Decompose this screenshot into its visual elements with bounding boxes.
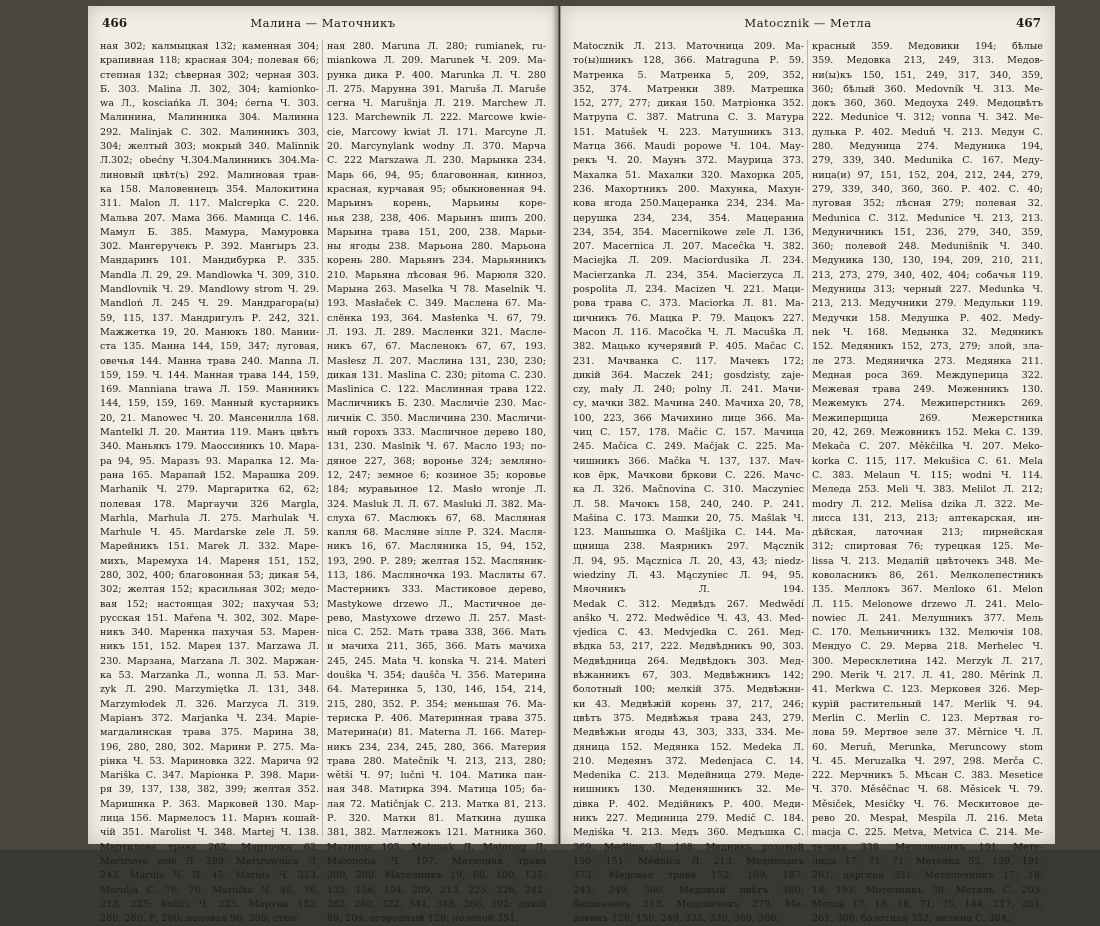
index-line: С. 222 Marszawa Л. 230. Марынка 234. xyxy=(327,155,546,167)
left-page-number: 466 xyxy=(102,16,128,30)
index-line: 245. Mačica С. 249. Mačjak С. 225. Ма- xyxy=(573,441,804,453)
index-line: Медуницы 313; черный 227. Medunka Ч. xyxy=(812,284,1043,296)
index-line: 280, 302, 400; благовонная 53; дикая 54, xyxy=(100,569,319,581)
index-line: 382. Мацько кучерявий Р. 405. Mačac С. xyxy=(573,341,804,353)
index-line: 279, 339, 340. Medunika С. 167. Меду- xyxy=(812,155,1043,167)
index-line: дикая 131. Maslina С. 230; pitoma С. 230. xyxy=(327,369,546,381)
index-line: красная, курчавая 95; обыкновенная 94. xyxy=(327,183,546,195)
left-page-title: Малина — Маточникъ xyxy=(250,16,396,30)
index-line: Marhanik Ч. 279. Маргаритка 62, 62; xyxy=(100,484,319,496)
index-line: Mandlovnik Ч. 29. Mandlowy strom Ч. 29. xyxy=(100,284,319,296)
index-line: Merlin С. Merlin С. 123. Мертвая го- xyxy=(812,712,1043,724)
index-line: никъ 151, 152. Марея 137. Marzawa Л. xyxy=(100,641,319,653)
index-line: 159, 159. Ч. 144. Манная трава 144, 159, xyxy=(100,369,319,381)
index-line: 369. Medlina Л. 168. Медникъ розовый xyxy=(573,841,804,853)
index-line: ки 43. Медвѣжій корень 37, 217, 246; xyxy=(573,698,804,710)
index-line: Махалка 51. Махалки 320. Махорка 205, xyxy=(573,169,804,181)
index-line: 280. Медуница 274. Медуника 194, xyxy=(812,141,1043,153)
index-line: 231. Мачванка С. 117. Мачекъ 172; xyxy=(573,355,804,367)
index-line: nek Ч. 168. Медынка 32. Медяникъ xyxy=(812,326,1043,338)
index-line: рова трава С. 373. Maciorka Л. 81. Ма- xyxy=(573,298,804,310)
index-line: 300. Мересклетина 142. Merzyk Л. 217, xyxy=(812,655,1043,667)
index-line: Marzymłodek Л. 326. Marzyca Л. 319. xyxy=(100,698,319,710)
index-line: лисса 131, 213, 213; аптекарская, ин- xyxy=(812,512,1043,524)
index-line: 193, 290. Р. 289; желтая 152. Масляник- xyxy=(327,555,546,567)
right-page xyxy=(560,6,1055,925)
index-line: чишникъ 366. Mačka Ч. 137, 137. Мач- xyxy=(573,455,804,467)
index-line: wětší Ч. 97; lučni Ч. 104. Матика пан- xyxy=(327,770,546,782)
index-line: 222. Мерчникъ 5. Мѣсан С. 383. Mesetice xyxy=(812,770,1043,782)
index-line: луговая 352; лѣсная 279; полевая 32. xyxy=(812,198,1043,210)
index-line: Mandla Л. 29, 29. Mandlowka Ч. 309, 310. xyxy=(100,269,319,281)
index-line: ница(и) 97, 151, 152, 204, 212, 244, 279, xyxy=(812,169,1043,181)
index-line: никъ 16, 67. Масляника 15, 94, 152, xyxy=(327,541,546,553)
index-line: вѣжанникъ 67, 303. Медвѣжникъ 142; xyxy=(573,670,804,682)
index-line: Мартилова трава 262. Марточка 62. xyxy=(100,841,319,853)
index-line: кова ягода 250.Мацеранка 234, 234. Ма- xyxy=(573,198,804,210)
index-line: 113, 186. Масляночка 193. Масляты 67. xyxy=(327,569,546,581)
index-line: 210. Медеянъ 372. Medenjaca С. 14. xyxy=(573,755,804,767)
right-column-1 xyxy=(573,40,804,925)
index-line: 245, 245. Mata Ч. konska Ч. 214. Materi xyxy=(327,655,546,667)
index-line: Medenika С. 213. Медейница 279. Меде- xyxy=(573,770,804,782)
index-line: Л.302; obećny Ч.304.Малинникъ 304.Ма- xyxy=(100,155,319,167)
left-page-columns xyxy=(100,40,546,925)
index-line: русская 151. Mařena Ч. 302, 302. Маре- xyxy=(100,612,319,624)
index-line: трава 280. Matečnik Ч. 213, 213, 280; xyxy=(327,755,546,767)
index-line: лая 72. Matičnjak С. 213. Матка 81, 213. xyxy=(327,798,546,810)
index-line: Меледа 253. Meli Ч. 383. Melilot Л. 212; xyxy=(812,484,1043,496)
index-line: овечья 144. Манна трава 240. Manna Л. xyxy=(100,355,319,367)
index-line: korka С. 115, 117. Mekušica С. 61. Mela xyxy=(812,455,1043,467)
index-line: 193. Masłaček С. 349. Маслена 67. Ма- xyxy=(327,298,546,310)
index-line: красный 359. Медовики 194; бѣлые xyxy=(812,41,1043,52)
index-line: 100, 223, 366 Мачихино лице 366. Ма- xyxy=(573,412,804,424)
index-line: дѣйская, латочная 213; пирнейская xyxy=(812,527,1043,539)
index-line: нишникъ 130. Меденяшникъ 32. Ме- xyxy=(573,784,804,796)
index-line: 20, 21. Manowec Ч. 20. Мансенилла 168. xyxy=(100,412,319,424)
index-line: Мажжетка 19, 20. Манюкъ 180. Манни- xyxy=(100,326,319,338)
index-line: Р. 320. Матки 81. Маткина душка xyxy=(327,813,546,825)
index-line: и мачиха 211, 365, 366. Мать мачиха xyxy=(327,641,546,653)
index-line: Mandloń Л. 245 Ч. 29. Мандрагора(ы) xyxy=(100,298,319,310)
index-line: Материна(и) 81. Materna Л. 166. Матер- xyxy=(327,727,546,739)
index-line: михъ, Маремуха 14. Мареня 151, 152, xyxy=(100,555,319,567)
index-line: ка 158. Маловеннецъ 354. Малокитина xyxy=(100,183,319,195)
index-line: Л. 115. Melonowe drzewo Л. 241. Melo- xyxy=(812,598,1043,610)
index-line: 359. Медовка 213, 249, 313. Медов- xyxy=(812,55,1043,67)
index-line: капля 68. Масляне зілле Р. 324. Масля- xyxy=(327,527,546,539)
index-line: Marhla, Marhula Л. 275. Marhulak Ч. xyxy=(100,512,319,524)
index-line: 184; муравьиное 12. Masło wronje Л. xyxy=(327,484,546,496)
index-line: Маришнка Р. 363. Марковей 130. Мар- xyxy=(100,798,319,810)
left-column-2 xyxy=(327,40,546,925)
right-column-2 xyxy=(812,40,1043,925)
index-line: телика 338. Метелининкъ 191. Мете- xyxy=(812,841,1043,853)
index-line: 60. Meruň, Merunka, Meruncowy stom xyxy=(812,741,1043,753)
index-line: ни(ы)къ 150, 151, 249, 317, 340, 359, xyxy=(812,69,1043,81)
index-line: Мастерникъ 333. Мастиковое дерево, xyxy=(327,584,546,596)
index-line: 230. Марзана, Marzana Л. 302. Маржан- xyxy=(100,655,319,667)
index-line: wa Л., kosciańka Л. 304; ćerna Ч. 303. xyxy=(100,98,319,110)
index-line: Mantelkl Л. 20. Мантиа 119. Манъ цвѣтъ xyxy=(100,427,319,439)
index-line: 144, 159, 159, 169. Манный кустарникъ xyxy=(100,398,319,410)
index-line: Масличникъ Б. 230. Масличіе 230. Мас- xyxy=(327,398,546,410)
index-line: 196, 280, 280, 302. Марини Р. 275. Ма- xyxy=(100,741,319,753)
index-line: Mariška С. 347. Марiонка Р. 398. Мари- xyxy=(100,770,319,782)
index-line: Медуничникъ 151, 236, 279, 340, 359, xyxy=(812,226,1043,238)
index-line: чиц С. 157, 178. Mačic С. 157. Мачица xyxy=(573,427,804,439)
index-line: слуха 67. Маслюкъ 67, 68. Масляная xyxy=(327,512,546,524)
index-line: Малинина, Малинника 304. Малинна xyxy=(100,112,319,124)
index-line: ста 135. Манна 144, 159, 347; луговая, xyxy=(100,341,319,353)
index-line: никъ 234, 234, 245, 280, 366. Материя xyxy=(327,741,546,753)
index-line: цвѣтъ 375. Медвѣжья трава 243, 279. xyxy=(573,712,804,724)
index-line: 279, 339, 340, 360, 360. Р. 402. С. 40; xyxy=(812,183,1043,195)
index-line: Л. 94, 95. Mącznica Л. 20, 43, 43; niedz- xyxy=(573,555,804,567)
index-line: 324. Masluk Л. Л. 67. Masluki Л. 382. Ма- xyxy=(327,498,546,510)
index-line: сегна Ч. Marušnja Л. 219. Marchew Л. xyxy=(327,98,546,110)
index-line: то(ы)шникъ 128, 366. Matraguna Р. 59. xyxy=(573,55,804,67)
index-line: Медвѣжьи ягоды 43, 303, 333, 334. Ме- xyxy=(573,727,804,739)
index-line: лица 156. Мармелосъ 11. Марнъ кошай- xyxy=(100,813,319,825)
index-line: 209, 280. Маточникъ 19, 60, 100, 125, xyxy=(327,870,546,882)
index-line: ра 94, 95. Маразъ 93. Маралка 12. Ма- xyxy=(100,455,319,467)
index-line: Матренка 5. Матренка 5, 209, 352, xyxy=(573,69,804,81)
index-line: Мяочникъ Л. 194. xyxy=(573,584,804,596)
index-line: Měsiček, Mesičky Ч. 76. Мескитовое де- xyxy=(812,798,1043,810)
index-line: ле 273. Медяничка 273. Медянка 211. xyxy=(812,355,1043,367)
index-line: ная 280. Maruna Л. 280; rumianek, ru- xyxy=(327,41,546,52)
index-line: 292. Malinjak С. 302. Малинникъ 303, xyxy=(100,126,319,138)
index-line: коволасникъ 86, 261. Мелколепестникъ xyxy=(812,569,1043,581)
index-line: wiedziny Л. 43. Mączyniec Л. 94, 95. xyxy=(573,569,804,581)
index-line: Matocznik Л. 213. Маточница 209. Ма- xyxy=(573,41,804,52)
index-line: 151. Matušek Ч. 223. Матушникъ 313. xyxy=(573,126,804,138)
index-line: Межевая трава 249. Меженникъ 130. xyxy=(812,384,1043,396)
index-line: Мальва 207. Мама 366. Мамица С. 146. xyxy=(100,212,319,224)
index-line: 152. Медяникъ 152, 273, 279; злой, зла- xyxy=(812,341,1043,353)
index-line: 135. Меллокъ 367. Мелloко 61. Melon xyxy=(812,584,1043,596)
index-line: Медвѣдница 264. Медвѣдокъ 303. Мед- xyxy=(573,655,804,667)
index-line: 222. Medunice Ч. 312; vonna Ч. 342. Ме- xyxy=(812,112,1043,124)
index-line: douška Ч. 354; daušča Ч. 356. Материна xyxy=(327,670,546,682)
index-line: 262, 280, 322, 341, 348, 366, 392; дикій xyxy=(327,898,546,910)
index-line: ная 348. Матирка 394. Матица 105; ба- xyxy=(327,784,546,796)
index-line: Maciejka Л. 209. Maciordusika Л. 234. xyxy=(573,255,804,267)
index-line: cie, Marcowy kwiat Л. 171. Marcyne Л. xyxy=(327,126,546,138)
index-line: докъ 360, 360. Медоуха 249. Медоцвѣтъ xyxy=(812,98,1043,110)
index-line: ный горохъ 333. Масличное дерево 180, xyxy=(327,427,546,439)
index-line: miankowa Л. 209. Marunek Ч. 209. Ма- xyxy=(327,55,546,67)
index-line: Л. 58. Мачокъ 158, 240, 240. Р. 241. xyxy=(573,498,804,510)
index-line: магдалинская трава 375. Марина 38, xyxy=(100,727,319,739)
index-line: 360; бѣлый 360. Medovník Ч. 313. Ме- xyxy=(812,83,1043,95)
index-line: 261, 306; болотная 352; вилина С. 384; xyxy=(812,913,1010,925)
index-line: дiвка Р. 402. Медійникъ Р. 400. Меди- xyxy=(573,798,804,810)
index-line: ка 53. Marzanka Л., wonna Л. 53. Mar- xyxy=(100,670,319,682)
index-line: 243. Maruła Ч. Л. 45. Maruła Ч. 313. xyxy=(100,870,319,882)
index-line: 290. Merik Ч. 217. Л. 41, 280. Měrink Л. xyxy=(812,670,1043,682)
index-line: корень 280. Марьянъ 234. Марьянникъ xyxy=(327,255,546,267)
index-line: 302. Мангеручекъ Р. 392. Мангыръ 23. xyxy=(100,241,319,253)
right-page-columns xyxy=(573,40,1043,925)
index-line: 311. Malon Л. 117. Malcrepka С. 220. xyxy=(100,198,319,210)
index-line: нья 238, 238, 406. Марьинъ шипъ 200. xyxy=(327,212,546,224)
index-line: 152, 277, 277; дикая 150. Матріонка 352. xyxy=(573,98,804,110)
index-line: 215, 280, 352. Р. 354; меньшая 76. Ма- xyxy=(327,698,546,710)
index-line: Метла 17, 18, 18, 71, 75, 144, 217, 261, xyxy=(812,898,1043,910)
index-line: 236. Махортникъ 200. Махунка, Махун- xyxy=(573,183,804,195)
index-line: ная 302; калмыцкая 132; каменная 304; xyxy=(100,41,319,52)
index-line: macja С. 225. Metva, Metvica С. 214. Ме- xyxy=(812,827,1043,839)
index-line: Б. 303. Malina Л. 302, 304; kamionko- xyxy=(100,83,319,95)
index-line: nowiec Л. 241. Мелушникъ 377. Мель xyxy=(812,612,1043,624)
index-line: Macierzanka Л. 234, 354. Macierzyca Л. xyxy=(573,269,804,281)
index-line: ря 39, 137, 138, 382, 399; желтая 352. xyxy=(100,784,319,796)
left-page-header xyxy=(102,14,544,36)
index-line: курій растительный 147. Merlik Ч. 94. xyxy=(812,698,1043,710)
left-page xyxy=(88,6,559,925)
index-line: 360; полевой 248. Medunišnik Ч. 340. xyxy=(812,241,1043,253)
index-line: 243, 249, 360. Медовый цвѣтъ 360; xyxy=(573,884,804,896)
index-line: czy, mały Л. 240; polny Л. 241. Мачи- xyxy=(573,384,804,396)
index-line: Межемукъ 274. Межиперстникъ 269. xyxy=(812,398,1043,410)
index-line: 381, 382. Матлежокъ 121. Матника 360. xyxy=(327,827,546,839)
index-line: 64. Материнка 5, 130, 146, 154, 214, xyxy=(327,684,546,696)
index-line: 234, 354, 354. Macernikowe zele Л. 136, xyxy=(573,226,804,238)
index-line: 169. Manniana trawa Л. 159. Маннникъ xyxy=(100,384,319,396)
index-line: ны ягоды 238. Марьона 280. Марьона xyxy=(327,241,546,253)
right-page-number: 467 xyxy=(1015,16,1041,30)
index-line: личнік С. 350. Масличина 230. Масличи- xyxy=(327,412,546,424)
index-line: 41. Merkwa С. 123. Мерковея 326. Мер- xyxy=(812,684,1043,696)
index-line: лова 59. Мертвое зеле 37. Měrnice Ч. Л. xyxy=(812,727,1043,739)
index-line: Марьина трава 151, 200, 238. Марьи- xyxy=(327,226,546,238)
index-line: 132, 156, 194, 209, 213, 225, 226, 242, xyxy=(327,884,546,896)
index-line: Маріанъ 372. Marjanka Ч. 234. Маріе- xyxy=(100,712,319,724)
index-line: степная 132; сѣверная 302; черная 303. xyxy=(100,69,319,81)
index-line: лица 17, 71, 71. Метелка 52, 139, 191, xyxy=(812,855,1043,867)
index-line: 373. Медовая трава 152, 169, 187, xyxy=(573,870,804,882)
right-page-title: Matocznik — Метла xyxy=(744,16,872,30)
index-line: рево, Mastyxowe drzewo Л. 257. Mast- xyxy=(327,612,546,624)
index-line: дикій 364. Maczek 241; gosdzisty, zaje- xyxy=(573,369,804,381)
index-line: териска Р. 406. Материнная трава 375. xyxy=(327,712,546,724)
index-line: Медучки 158. Медушка Р. 402. Medy- xyxy=(812,312,1043,324)
index-line: 20, 42, 269. Межовникъ 152. Meka С. 139. xyxy=(812,427,1043,439)
index-line: Maslinica С. 122. Маслинная трава 122. xyxy=(327,384,546,396)
index-line: дяница 152. Медянка 152. Medeka Л. xyxy=(573,741,804,753)
index-line: 213, 213. Медучники 279. Медульки 119. xyxy=(812,298,1043,310)
index-line: vjedica С. 43. Medvjedka С. 261. Мед- xyxy=(573,627,804,639)
index-line: линовый цвѣт(ъ) 292. Малиновая трав- xyxy=(100,169,319,181)
index-line: anško Ч. 272. Medwědice Ч. 43, 43. Med- xyxy=(573,612,804,624)
index-line: 340. Маньякъ 179. Маоссиникъ 10. Мара- xyxy=(100,441,319,453)
index-line: чій 351. Marolist Ч. 348. Martej Ч. 138. xyxy=(100,827,319,839)
index-line: Macon Л. 116. Macočka Ч. Л. Macuška Л. xyxy=(573,326,804,338)
index-line: рінка Ч. 53. Мариновка 322. Марича 92 xyxy=(100,755,319,767)
right-page-header xyxy=(575,14,1041,36)
index-line: Martrowe zele Л. 280. Martrownica Л. xyxy=(100,855,319,867)
index-line: 59, 115, 137. Мандригулъ Р. 242, 321. xyxy=(100,312,319,324)
index-line: рекъ Ч. 20. Маунъ 372. Маурица 373. xyxy=(573,155,804,167)
index-line: Medunica С. 312. Medunice Ч. 213, 213. xyxy=(812,212,1043,224)
index-line: 207. Macernica Л. 207. Macečka Ч. 382. xyxy=(573,241,804,253)
index-line: слёнка 193, 364. Masłenka Ч. 67, 79. xyxy=(327,312,546,324)
index-line: полевая 178. Маргаучи 326 Margla, xyxy=(100,498,319,510)
index-line: nica С. 252. Мать трава 338, 366. Мать xyxy=(327,627,546,639)
index-line: су, мачки 382. Мачина 240. Мачиха 20, 78, xyxy=(573,398,804,410)
index-line: 213, 225; kočići Ч. 225. Маруна 152, xyxy=(100,898,319,910)
index-line: Марьинъ корень, Марьины коре- xyxy=(327,198,546,210)
index-line: Medak С. 312. Медвѣдъ 267. Medwědí xyxy=(573,598,804,610)
index-line: щнища 238. Маярникъ 297. Mącznik xyxy=(573,541,804,553)
index-line: Mastykowe drzewo Л., Мастичное де- xyxy=(327,598,546,610)
index-line: Ч. 370. Měsěčnac Ч. 68. Měsicek Ч. 79. xyxy=(812,784,1043,796)
index-line: Медная роса 369. Междуперица 322. xyxy=(812,369,1043,381)
index-line: Марь 66, 94, 95; благовонная, кинноз, xyxy=(327,169,546,181)
index-line: Mašina С. 173. Машки 20, 75. Mašlak Ч. xyxy=(573,512,804,524)
index-line: modry Л. 212. Melisa dzika Л. 322. Ме- xyxy=(812,498,1043,510)
index-line: 20. Marcynylank wodny Л. 370. Марча xyxy=(327,141,546,153)
index-line: Медуника 130, 130, 194, 209, 210, 211, xyxy=(812,255,1043,267)
left-column-1 xyxy=(100,40,319,925)
index-line: 312; спиртовая 76; турецкая 125. Ме- xyxy=(812,541,1043,553)
index-line: Марына 263. Maselka Ч 78. Maselnik Ч. xyxy=(327,284,546,296)
index-line: Marhule Ч. 45. Mardarske zele Л. 59. xyxy=(100,527,319,539)
index-line: 304; желтый 303; мокрый 340. Malinnik xyxy=(100,141,319,153)
index-line: Матца 366. Maudi popowe Ч. 104. Мау- xyxy=(573,141,804,153)
index-line: 12, 247; земное 6; козиное 35; коровье xyxy=(327,469,546,481)
index-line: zyk Л. 290. Marzymiętka Л. 131, 348. xyxy=(100,684,319,696)
index-line: 280, 280. Р. 280; полевая 96, 280; степ- xyxy=(100,913,300,925)
index-line: башмачекъ 213. Медовичокъ 279. Ме- xyxy=(573,898,804,910)
index-line: 89, 204; огородный 128; полевой 351. xyxy=(327,913,519,925)
index-line: довикъ 128, 150, 249, 335, 339, 360, 360; xyxy=(573,913,780,925)
index-line: Л. 275. Марунна 391. Maruša Л. Maruše xyxy=(327,83,546,95)
index-line: Мамул Б. 385. Мамура, Мамуровка xyxy=(100,226,319,238)
index-line: Матница 105. Matonak Л. Matonog Л. xyxy=(327,841,546,853)
index-line: рунка дика Р. 400. Marunka Л. Ч. 280 xyxy=(327,69,546,81)
index-line: вѣдка 53, 217, 222. Медвѣдникъ 90, 303. xyxy=(573,641,804,653)
index-line: рево 20. Mespał, Mespila Л. 216. Meta xyxy=(812,813,1043,825)
index-line: С. 383. Melaun Ч. 115; wodni Ч. 114. xyxy=(812,469,1043,481)
index-line: 18, 191. Метелникъ 39. Метиль С. 205. xyxy=(812,884,1043,896)
index-line: 123. Машышка O. Mašljika С. 144. Ма- xyxy=(573,527,804,539)
index-line: никъ 67, 67. Масленокъ 67, 67, 193. xyxy=(327,341,546,353)
index-line: Matonoha Ч. 197. Маточная трава xyxy=(327,855,546,867)
index-line: 213, 273, 279, 340, 402, 404; собачья 119. xyxy=(812,269,1043,281)
index-line: Л. 193. Л. 289. Масленки 321. Масле- xyxy=(327,326,546,338)
index-line: ков ёрк, Мачкови бркови С. 226. Мачс- xyxy=(573,469,804,481)
index-line: никъ 227. Мединица 279. Medič С. 184. xyxy=(573,813,804,825)
index-line: цичникъ 76. Мацка Р. 79. Мацокъ 227. xyxy=(573,312,804,324)
index-line: Медiśka Ч. 213. Медъ 360. Медъшка С. xyxy=(573,827,804,839)
index-line: 302; желтая 152; красильная 302; медо- xyxy=(100,584,319,596)
index-line: Марейникъ 151. Marek Л. 332. Маре- xyxy=(100,541,319,553)
index-line: вая 152; настоящая 302; пахучая 53; xyxy=(100,598,319,610)
index-line: 150, 151. Mědnica Л. 213. Медполанъ xyxy=(573,855,804,867)
index-line: Mekača С. 207. Měkčilka Ч. 207. Meko- xyxy=(812,441,1043,453)
index-line: болотный 100; мелкій 375. Медвѣжни- xyxy=(573,684,804,696)
index-line: lissa Ч. 213. Медалій цвѣточекъ 348. Ме- xyxy=(812,555,1043,567)
index-line: Матрупа С. 387. Matruna С. 3. Матура xyxy=(573,112,804,124)
index-line: рана 165. Марапай 152. Марашка 209. xyxy=(100,469,319,481)
index-line: Мандаринъ 101. Мандибурка Р. 335. xyxy=(100,255,319,267)
index-line: С. 170. Мельничникъ 132. Мелючія 108. xyxy=(812,627,1043,639)
index-line: дяное 227, 368; вороньe 324; земляно- xyxy=(327,455,546,467)
index-line: Межиперщица 269. Межерстника xyxy=(812,412,1043,424)
index-line: pospolita Л. 234. Macizen Ч. 221. Маци- xyxy=(573,284,804,296)
index-line: дулька Р. 402. Meduň Ч. 213. Медун С. xyxy=(812,126,1043,138)
index-line: Мендуо С. 29. Мерва 218. Merhelec Ч. xyxy=(812,641,1043,653)
index-line: ка Л. 326. Mačnovina С. 310. Maczyniec xyxy=(573,484,804,496)
index-line: 210. Марьяна лѣсовая 96. Марюля 320. xyxy=(327,269,546,281)
index-line: крапивная 118; красная 304; полевая 66; xyxy=(100,55,319,67)
index-line: 261; царская 331. Метелочникъ 17, 18, xyxy=(812,870,1043,882)
index-line: Masłesz Л. 207. Маслина 131, 230, 230; xyxy=(327,355,546,367)
index-line: Marulja С. 76, 76. Marulka Ч. 45, 76, xyxy=(100,884,319,896)
index-line: никъ 340. Маренка пахучая 53. Марен- xyxy=(100,627,319,639)
index-line: 352, 374. Матренки 389. Матрешка xyxy=(573,83,804,95)
index-line: Ч. 45. Meruzalka Ч. 297, 298. Merča С. xyxy=(812,755,1043,767)
index-line: церушка 234, 234, 354. Мацеранна xyxy=(573,212,804,224)
index-line: 131, 230. Maslnik Ч. 67. Масло 193; по- xyxy=(327,441,546,453)
index-line: 123. Marchewnik Л. 222. Marcowe kwie- xyxy=(327,112,546,124)
